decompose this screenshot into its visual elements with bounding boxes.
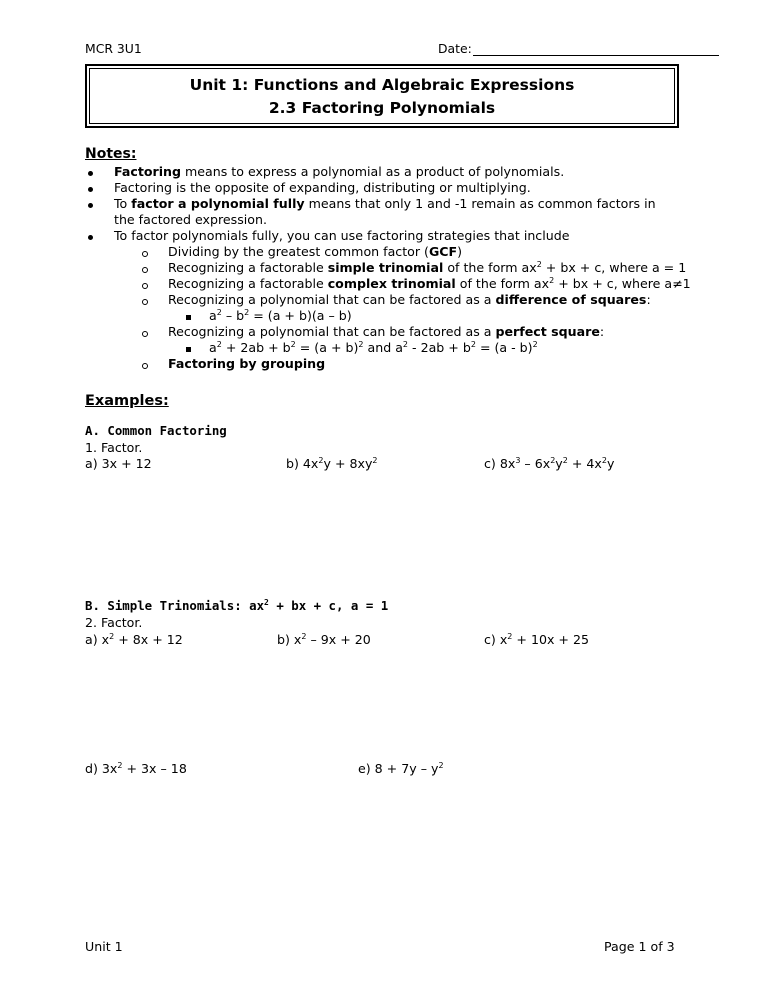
sub-bullet-marker <box>142 299 148 305</box>
question-2a: a) $x^2 + 8x + 12$ <box>85 632 183 647</box>
question-2-instruction: 2. Factor. <box>85 615 143 630</box>
question-2b: b) $x^2 - 9x + 20$ <box>277 632 371 647</box>
strategy-simple-trinomial: Recognizing a factorable simple trinomial of the form $ax^2$ + bx + c, where a = 1 <box>168 260 687 275</box>
bullet-marker <box>88 235 93 240</box>
question-1c: c) $8x^3 - 6x^2y^2 + 4x^2y$ <box>484 456 615 471</box>
date-blank-line <box>473 42 719 56</box>
bullet-marker <box>88 171 93 176</box>
strategy-complex-trinomial: Recognizing a factorable complex trinomial of the form $ax^2$ + bx + c, where a≠1 <box>168 276 691 291</box>
note-strategies-intro: To factor polynomials fully, you can use factoring strategies that include <box>114 228 570 243</box>
strategy-perfect-square: Recognizing a polynomial that can be factored as a perfect square: <box>168 324 605 339</box>
sub-bullet-marker <box>142 331 148 337</box>
note-opposite-of-expanding: Factoring is the opposite of expanding, distributing or multiplying. <box>114 180 531 195</box>
footer-unit: Unit 1 <box>85 939 123 954</box>
title-box <box>85 64 679 128</box>
course-code: MCR 3U1 <box>85 41 142 56</box>
bullet-marker <box>88 203 93 208</box>
bullet-marker <box>88 187 93 192</box>
formula-perfect-square: $a^2 + 2ab + b^2 = (a + b)^2$ and $a^2 - 2ab + b^2 = (a - b)^2$ <box>209 340 538 355</box>
sub-bullet-marker <box>142 363 148 369</box>
examples-heading: Examples: <box>85 393 169 409</box>
question-2c: c) $x^2 + 10x + 25$ <box>484 632 590 647</box>
question-1b: b) $4x^2y + 8xy^2$ <box>286 456 378 471</box>
section-a-heading: A. Common Factoring <box>85 423 227 438</box>
note-factor-fully: To factor a polynomial fully means that only 1 and -1 remain as common factors in <box>114 196 656 211</box>
date-field <box>438 41 719 56</box>
lesson-title: 2.3 Factoring Polynomials <box>268 99 496 117</box>
formula-difference-of-squares: $a^2 - b^2 = (a + b)(a - b)$ <box>209 308 352 323</box>
sub-sub-bullet-marker <box>186 315 191 320</box>
strategy-gcf: Dividing by the greatest common factor (GCF) <box>168 244 463 259</box>
question-2e: e) $8 + 7y - y^2$ <box>358 761 444 776</box>
sub-sub-bullet-marker <box>186 347 191 352</box>
question-2d: d) $3x^2 + 3x - 18$ <box>85 761 187 776</box>
sub-bullet-marker <box>142 251 148 257</box>
note-factoring-definition: Factoring means to express a polynomial as a product of polynomials. <box>114 164 565 179</box>
footer-page-number: Page 1 of 3 <box>604 939 675 954</box>
sub-bullet-marker <box>142 283 148 289</box>
date-label: Date: <box>438 41 472 56</box>
notes-heading: Notes: <box>85 146 137 162</box>
note-factor-fully-cont: the factored expression. <box>114 212 267 227</box>
question-1a: a) 3x + 12 <box>85 456 152 471</box>
question-1-instruction: 1. Factor. <box>85 440 143 455</box>
strategy-grouping: Factoring by grouping <box>168 356 326 371</box>
unit-title: Unit 1: Functions and Algebraic Expressions <box>189 76 575 94</box>
strategy-difference-of-squares: Recognizing a polynomial that can be factored as a difference of squares: <box>168 292 651 307</box>
section-b-heading: B. Simple Trinomials: $ax^2$ + bx + c, a = 1 <box>85 598 389 613</box>
sub-bullet-marker <box>142 267 148 273</box>
